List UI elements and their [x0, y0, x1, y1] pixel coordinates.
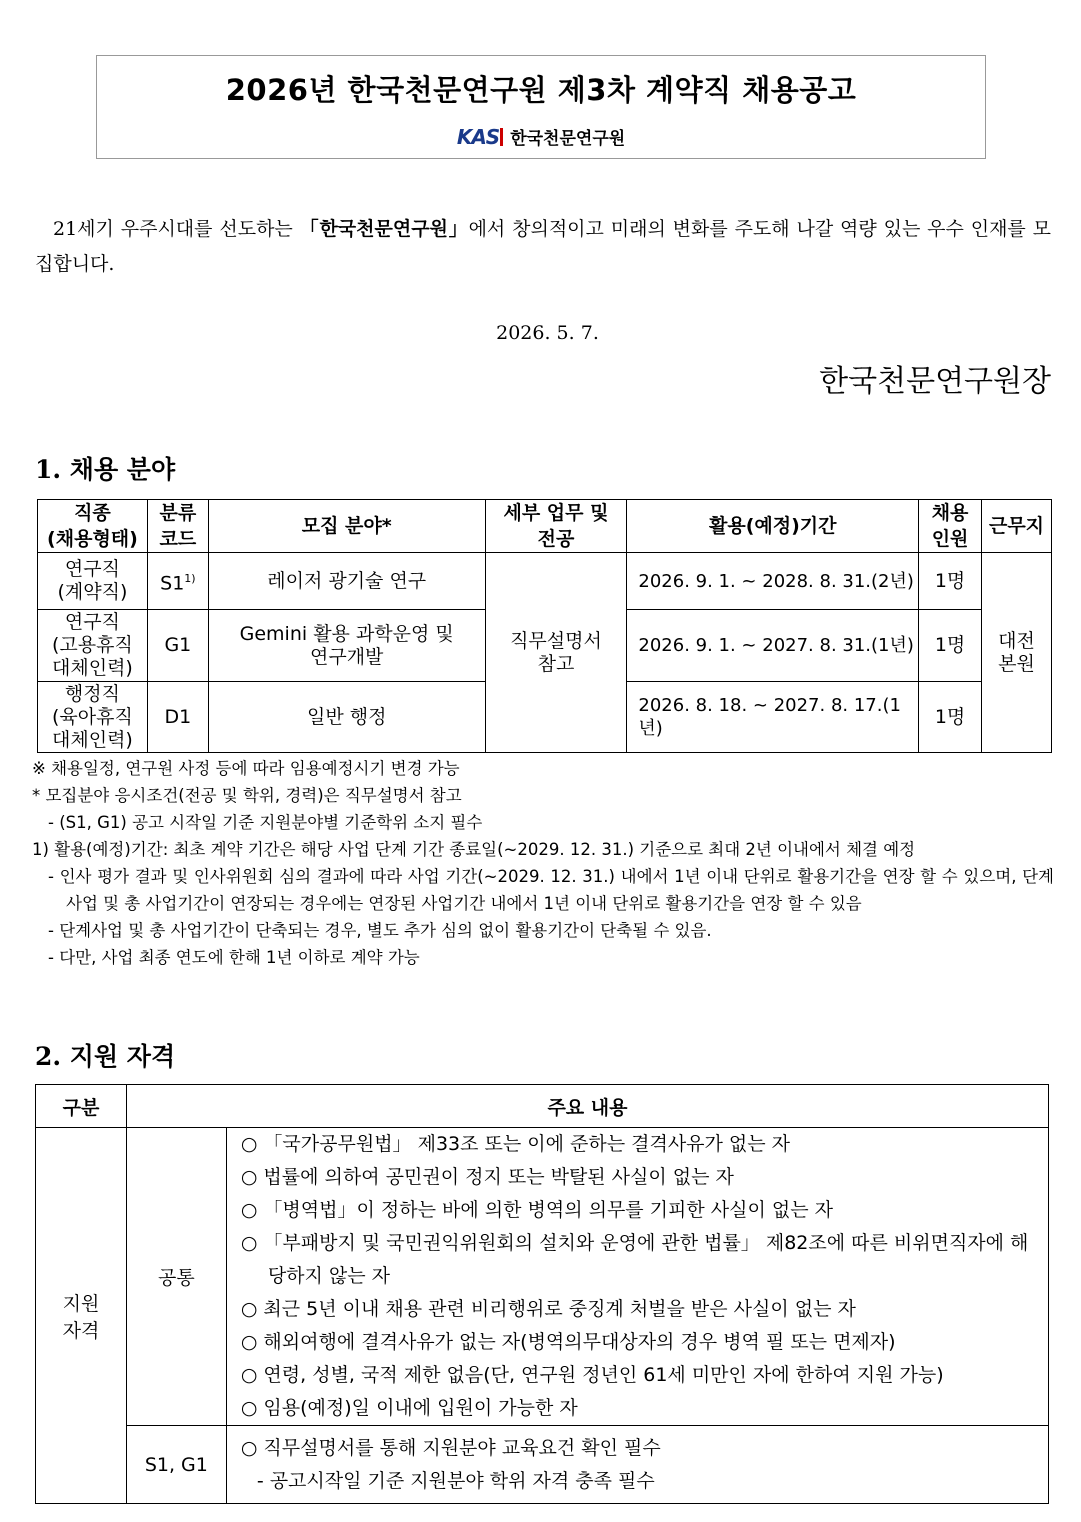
- row-period: 2026. 8. 18. ~ 2027. 8. 17.(1년): [627, 682, 919, 753]
- row-code: G1: [147, 610, 208, 682]
- row-type: 연구직 (계약직): [38, 553, 148, 610]
- section-1-heading: 1. 채용 분야: [35, 455, 176, 484]
- row-count: 1명: [919, 553, 982, 610]
- place-cell: 대전 본원: [982, 553, 1052, 753]
- list-item: ○ 해외여행에 결격사유가 없는 자(병역의무대상자의 경우 병역 필 또는 면제자): [240, 1331, 896, 1353]
- list-item: ○ 임용(예정)일 이내에 입원이 가능한 자: [240, 1397, 578, 1419]
- list-item: ○ 직무설명서를 통해 지원분야 교육요건 확인 필수: [240, 1436, 661, 1459]
- common-label: 공통: [126, 1128, 226, 1426]
- note-item: - 인사 평가 결과 및 인사위원회 심의 결과에 따라 사업 기간(~2029. 12. 31.) 내에서 1년 이내 단위로 활용기간을 연장 할 수 있으며, 단계 사업 및 총 사업기간이 연장되는 경우에는 연장된 사업기간 내에서 1년 이내 단위로 활용기간을 연장 할 수 있음: [48, 867, 1054, 913]
- header-place: 근무지: [982, 500, 1052, 553]
- row-code: S1$^{1)}$: [147, 553, 208, 610]
- institute-logo: [97, 124, 985, 149]
- row-type: 행정직 (육아휴직 대체인력): [38, 682, 148, 753]
- table-row: [36, 1128, 1049, 1426]
- list-item: ○ 「병역법」이 정하는 바에 의한 병역의 의무를 기피한 사실이 없는 자: [240, 1199, 833, 1221]
- header-code: 분류 코드: [147, 500, 208, 553]
- category-cell: 지원 자격: [36, 1128, 127, 1504]
- list-item: - 공고시작일 기준 지원분야 학위 자격 충족 필수: [256, 1469, 655, 1492]
- row-field: 일반 행정: [208, 682, 485, 753]
- s1g1-list: [226, 1426, 1048, 1504]
- intro-text-b: 에서 창의적이고 미래의 변화를 주도해 나갈 역량 있는 우수 인재를 모집합니다.: [35, 218, 1051, 275]
- table-row: [36, 1426, 1049, 1504]
- row-type: 연구직 (고용휴직 대체인력): [38, 610, 148, 682]
- note-item: - 단계사업 및 총 사업기간이 단축되는 경우, 별도 추가 심의 없이 활용기간이 단축될 수 있음.: [48, 921, 712, 940]
- note-item: 1) 활용(예정)기간: 최초 계약 기간은 해당 사업 단계 기간 종료일(~2029. 12. 31.) 기준으로 최대 2년 이내에서 체결 예정: [32, 840, 916, 859]
- note-item: - (S1, G1) 공고 시작일 기준 지원분야별 기준학위 소지 필수: [48, 813, 483, 832]
- table-header-row: [38, 500, 1052, 553]
- list-item: ○ 「국가공무원법」 제33조 또는 이에 준하는 결격사유가 없는 자: [240, 1133, 791, 1155]
- note-item: - 다만, 사업 최종 연도에 한해 1년 이하로 계약 가능: [48, 948, 420, 967]
- signer: 한국천문연구원장: [819, 364, 1051, 399]
- page-title: 2026년 한국천문연구원 제3차 계약직 채용공고: [225, 73, 857, 107]
- intro-paragraph: [35, 212, 1051, 282]
- row-count: 1명: [919, 610, 982, 682]
- note-item: * 모집분야 응시조건(전공 및 학위, 경력)은 직무설명서 참고: [32, 786, 462, 805]
- row-count: 1명: [919, 682, 982, 753]
- header-field: 모집 분야*: [208, 500, 485, 553]
- row-code: D1: [147, 682, 208, 753]
- row-period: 2026. 9. 1. ~ 2028. 8. 31.(2년): [627, 553, 919, 610]
- common-list: [226, 1128, 1048, 1426]
- announcement-date: 2026. 5. 7.: [496, 322, 599, 344]
- row-period: 2026. 9. 1. ~ 2027. 8. 31.(1년): [627, 610, 919, 682]
- row-field: 레이저 광기술 연구: [208, 553, 485, 610]
- header-content: 주요 내용: [126, 1085, 1048, 1128]
- header-duty: 세부 업무 및 전공: [485, 500, 627, 553]
- list-item: ○ 법률에 의하여 공민권이 정지 또는 박탈된 사실이 없는 자: [240, 1166, 734, 1188]
- table-row: [38, 553, 1052, 610]
- intro-text-a: 21세기 우주시대를 선도하는: [53, 218, 300, 240]
- s1g1-label: S1, G1: [126, 1426, 226, 1504]
- qualification-table: [35, 1084, 1049, 1504]
- header-type: 직종 (채용형태): [38, 500, 148, 553]
- note-item: ※ 채용일정, 연구원 사정 등에 따라 임용예정시기 변경 가능: [32, 759, 460, 778]
- list-item: ○ 최근 5년 이내 채용 관련 비리행위로 중징계 처벌을 받은 사실이 없는 자: [240, 1298, 856, 1320]
- section-2-heading: 2. 지원 자격: [35, 1042, 176, 1071]
- title-box: [96, 55, 986, 159]
- section-1-notes: [32, 755, 1054, 971]
- intro-institute-name: 「한국천문연구원」: [299, 218, 469, 240]
- list-item: ○ 「부패방지 및 국민권익위원회의 설치와 운영에 관한 법률」 제82조에 따른 비위면직자에 해당하지 않는 자: [240, 1232, 1029, 1287]
- header-count: 채용 인원: [919, 500, 982, 553]
- table-header-row: [36, 1085, 1049, 1128]
- logo-text: 한국천문연구원: [510, 129, 626, 149]
- list-item: ○ 연령, 성별, 국적 제한 없음(단, 연구원 정년인 61세 미만인 자에 한하여 지원 가능): [240, 1364, 944, 1386]
- duty-cell: 직무설명서 참고: [485, 553, 627, 753]
- row-field: Gemini 활용 과학운영 및 연구개발: [208, 610, 485, 682]
- recruitment-table: [37, 499, 1052, 753]
- header-period: 활용(예정)기간: [627, 500, 919, 553]
- header-category: 구분: [36, 1085, 127, 1128]
- kasi-logo-mark: KAS: [457, 125, 504, 149]
